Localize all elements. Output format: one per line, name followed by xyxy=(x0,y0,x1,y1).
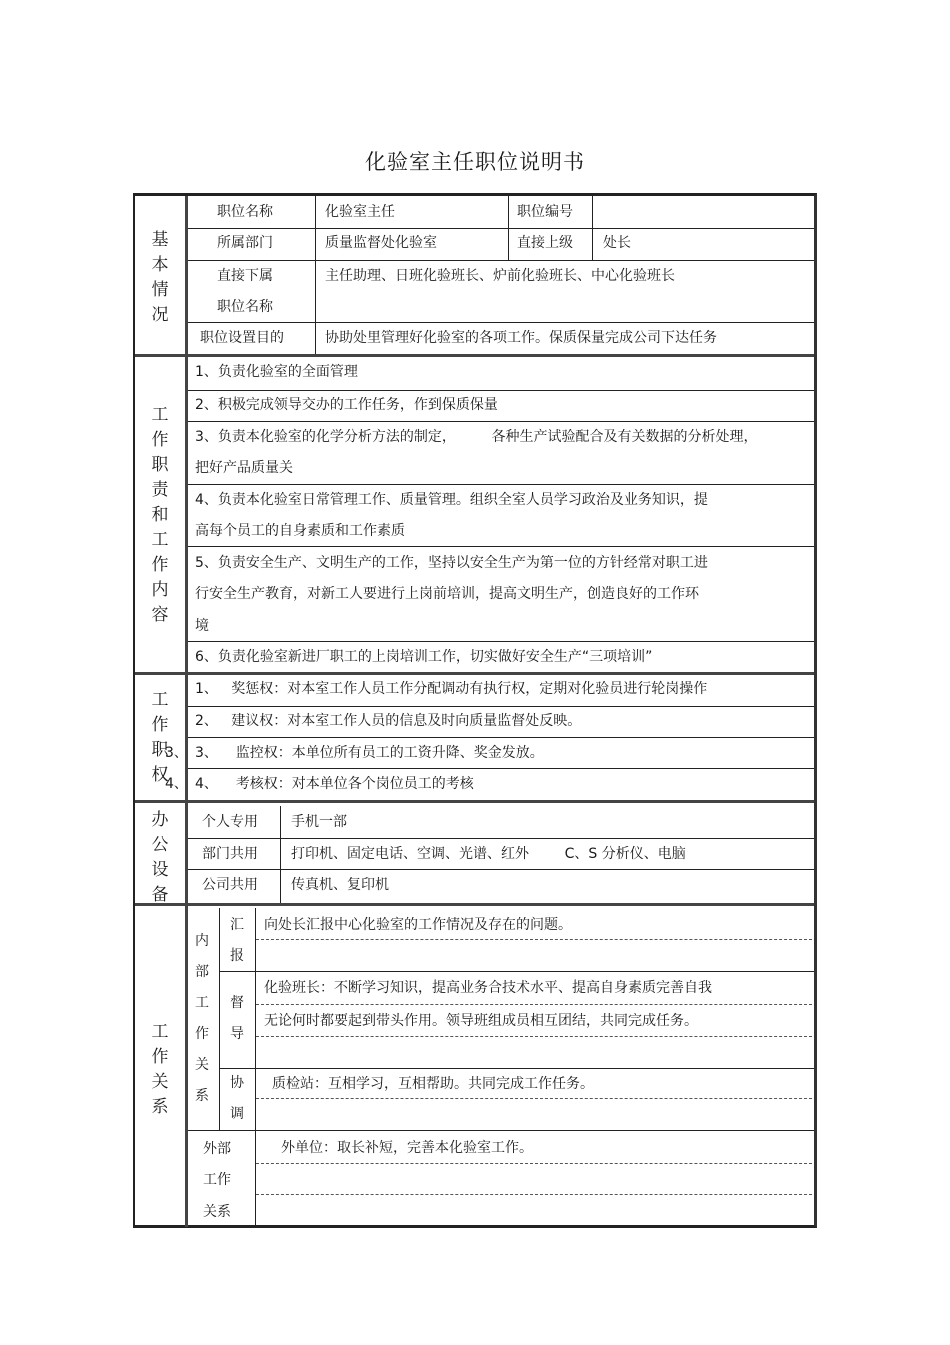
duty-item-cont: 境 xyxy=(195,618,209,634)
section-label-duties: 工作职责和工作内容 xyxy=(151,405,169,625)
supervise-value-cont: 无论何时都要起到带头作用。领导班组成员相互团结，共同完成任务。 xyxy=(264,1013,698,1029)
duty-item: 1、负责化验室的全面管理 xyxy=(195,364,358,380)
purpose-label: 职位设置目的 xyxy=(200,330,284,346)
superior-label: 直接上级 xyxy=(517,235,573,251)
duty-item: 5、负责安全生产、文明生产的工作，坚持以安全生产为第一位的方针经常对职工进 xyxy=(195,555,708,571)
report-label: 汇报 xyxy=(230,917,244,964)
row-line xyxy=(188,737,814,738)
dashed-line xyxy=(256,1004,812,1005)
subordinate-value: 主任助理、日班化验班长、炉前化验班长、中心化验班长 xyxy=(325,268,675,284)
stray-number: 3、 xyxy=(165,745,188,761)
subordinate-label-2: 职位名称 xyxy=(217,299,273,315)
pos-name-value: 化验室主任 xyxy=(325,204,395,220)
row-line xyxy=(188,546,814,547)
row-line xyxy=(188,390,814,391)
duty-item: 6、负责化验室新进厂职工的上岗培训工作，切实做好安全生产“三项培训” xyxy=(195,649,653,665)
duty-item-cont: 行安全生产教育，对新工人要进行上岗前培训，提高文明生产，创造良好的工作环 xyxy=(195,586,699,602)
dashed-line xyxy=(256,939,812,940)
dashed-line xyxy=(256,1036,812,1037)
external-label: 工作 xyxy=(203,1172,231,1188)
purpose-value: 协助处里管理好化验室的各项工作。保质保量完成公司下达任务 xyxy=(325,330,717,346)
duty-item: 2、积极完成领导交办的工作任务，作到保质保量 xyxy=(195,397,498,413)
col-line xyxy=(592,196,593,260)
row-line xyxy=(220,1068,814,1069)
section-line xyxy=(135,903,814,906)
power-item: 4、 考核权：对本单位各个岗位员工的考核 xyxy=(195,776,474,792)
section-label-equipment: 办公设备 xyxy=(151,810,169,905)
report-value: 向处长汇报中心化验室的工作情况及存在的问题。 xyxy=(264,917,572,933)
section-divider xyxy=(185,196,188,1227)
col-line xyxy=(219,908,220,1130)
internal-relations-label: 内部工作关系 xyxy=(195,933,209,1104)
row-line xyxy=(188,260,814,261)
row-line xyxy=(188,228,814,229)
dept-value: 质量监督处化验室 xyxy=(325,235,437,251)
col-line xyxy=(315,196,316,354)
col-line xyxy=(255,908,256,1226)
section-label-basic: 基本情况 xyxy=(151,230,169,325)
row-line xyxy=(188,768,814,769)
coordinate-value: 质检站：互相学习，互相帮助。共同完成工作任务。 xyxy=(272,1076,594,1092)
power-item: 3、 监控权：本单位所有员工的工资升降、奖金发放。 xyxy=(195,745,544,761)
row-line xyxy=(220,971,814,972)
equipment-label: 部门共用 xyxy=(202,846,258,862)
supervise-label: 督导 xyxy=(230,995,244,1042)
equipment-value: 传真机、复印机 xyxy=(291,877,389,893)
col-line xyxy=(508,196,509,260)
external-value: 外单位：取长补短，完善本化验室工作。 xyxy=(281,1140,533,1156)
dept-label: 所属部门 xyxy=(217,235,273,251)
pos-name-label: 职位名称 xyxy=(217,204,273,220)
row-line xyxy=(188,706,814,707)
row-line xyxy=(188,641,814,642)
document-title: 化验室主任职位说明书 xyxy=(365,150,585,174)
stray-number: 4、 xyxy=(165,776,188,792)
row-line xyxy=(188,838,814,839)
section-label-powers: 工作职权 xyxy=(151,690,169,785)
row-line xyxy=(188,322,814,323)
subordinate-label: 直接下属 xyxy=(217,268,273,284)
supervise-value: 化验班长：不断学习知识，提高业务合技术水平、提高自身素质完善自我 xyxy=(264,980,712,996)
dashed-line xyxy=(256,1194,812,1195)
coordinate-label: 协调 xyxy=(230,1075,244,1122)
equipment-value: 打印机、固定电话、空调、光谱、红外 C、S 分析仪、电脑 xyxy=(291,846,686,862)
external-label: 外部 xyxy=(203,1141,231,1157)
section-line xyxy=(135,800,814,803)
row-line xyxy=(188,484,814,485)
equipment-value: 手机一部 xyxy=(291,814,347,830)
section-line xyxy=(135,354,814,357)
row-line xyxy=(188,869,814,870)
section-label-relations: 工作关系 xyxy=(151,1022,169,1117)
col-line xyxy=(280,806,281,904)
superior-value: 处长 xyxy=(603,235,631,251)
power-item: 2、 建议权：对本室工作人员的信息及时向质量监督处反映。 xyxy=(195,713,582,729)
equipment-label: 公司共用 xyxy=(202,877,258,893)
dashed-line xyxy=(256,1163,812,1164)
row-line xyxy=(188,421,814,422)
row-line xyxy=(188,1130,814,1131)
dashed-line xyxy=(256,1098,812,1099)
duty-item-cont: 高每个员工的自身素质和工作素质 xyxy=(195,523,405,539)
duty-item: 3、负责本化验室的化学分析方法的制定， 各种生产试验配合及有关数据的分析处理， xyxy=(195,429,758,445)
section-line xyxy=(135,672,814,675)
power-item: 1、 奖惩权：对本室工作人员工作分配调动有执行权，定期对化验员进行轮岗操作 xyxy=(195,681,708,697)
external-label: 关系 xyxy=(203,1204,231,1220)
equipment-label: 个人专用 xyxy=(202,814,258,830)
duty-item: 4、负责本化验室日常管理工作、质量管理。组织全室人员学习政治及业务知识，提 xyxy=(195,492,708,508)
duty-item-cont: 把好产品质量关 xyxy=(195,460,293,476)
pos-no-label: 职位编号 xyxy=(517,204,573,220)
